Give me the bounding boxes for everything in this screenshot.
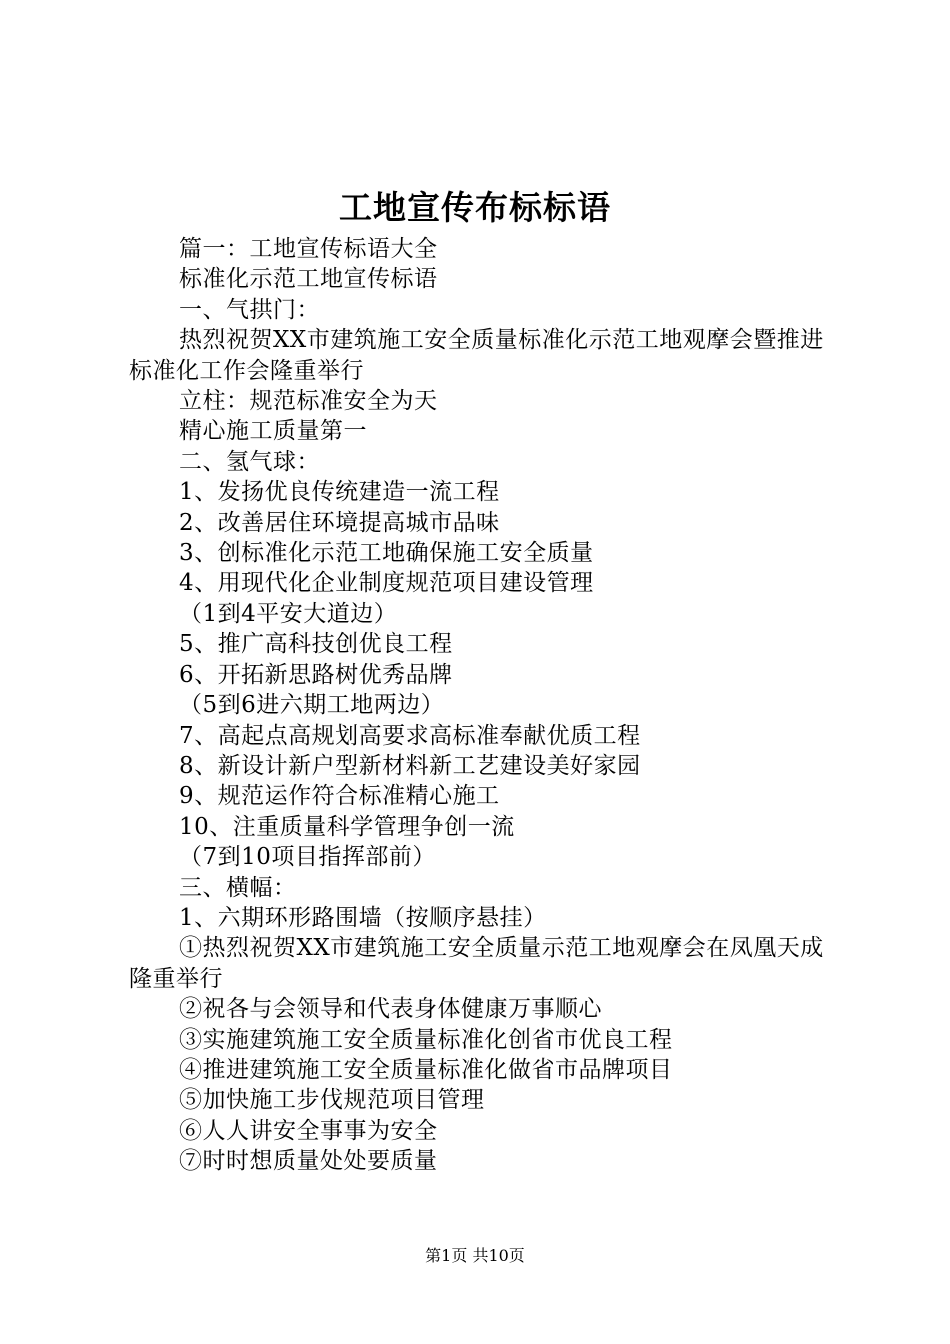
paragraph: 标准化示范工地宣传标语: [179, 266, 438, 293]
paragraph: ⑤加快施工步伐规范项目管理: [179, 1087, 485, 1114]
paragraph: 10、注重质量科学管理争创一流: [179, 813, 515, 840]
paragraph: 一、气拱门：: [179, 296, 320, 323]
document-body: [129, 234, 834, 1177]
paragraph: 三、横幅：: [179, 874, 297, 901]
paragraph: 二、氢气球：: [179, 448, 320, 475]
paragraph: ②祝各与会领导和代表身体健康万事顺心: [179, 996, 602, 1023]
paragraph: 精心施工质量第一: [179, 418, 367, 445]
paragraph: 4、用现代化企业制度规范项目建设管理: [179, 570, 594, 597]
paragraph: 3、创标准化示范工地确保施工安全质量: [179, 540, 594, 567]
paragraph: 篇一：工地宣传标语大全: [179, 236, 438, 262]
paragraph: 7、高起点高规划高要求高标准奉献优质工程: [179, 722, 641, 749]
page-title: 工地宣传布标标语: [339, 188, 611, 227]
paragraph: 6、开拓新思路树优秀品牌: [179, 661, 453, 688]
paragraph: ⑦时时想质量处处要质量: [179, 1148, 438, 1175]
paragraph: 5、推广高科技创优良工程: [179, 631, 453, 658]
paragraph: （1到4平安大道边）: [179, 600, 398, 627]
paragraph: 8、新设计新户型新材料新工艺建设美好家园: [179, 752, 641, 779]
paragraph: （5到6进六期工地两边）: [179, 692, 445, 719]
paragraph: 立柱：规范标准安全为天: [179, 388, 438, 415]
paragraph: 1、六期环形路围墙（按顺序悬挂）: [179, 904, 547, 931]
paragraph: ①热烈祝贺XX市建筑施工安全质量示范工地观摩会在凤凰天成隆重举行: [129, 935, 824, 992]
paragraph: 2、改善居住环境提高城市品味: [179, 509, 500, 536]
page-number-footer: 第1页 共10页: [425, 1246, 525, 1265]
paragraph: 热烈祝贺XX市建筑施工安全质量标准化示范工地观摩会暨推进标准化工作会隆重举行: [129, 327, 824, 384]
paragraph: ⑥人人讲安全事事为安全: [179, 1117, 438, 1144]
paragraph: （7到10项目指挥部前）: [179, 844, 436, 871]
paragraph: ③实施建筑施工安全质量标准化创省市优良工程: [179, 1026, 673, 1053]
paragraph: 9、规范运作符合标准精心施工: [179, 783, 500, 810]
paragraph: ④推进建筑施工安全质量标准化做省市品牌项目: [179, 1056, 673, 1083]
paragraph: 1、发扬优良传统建造一流工程: [179, 479, 500, 506]
